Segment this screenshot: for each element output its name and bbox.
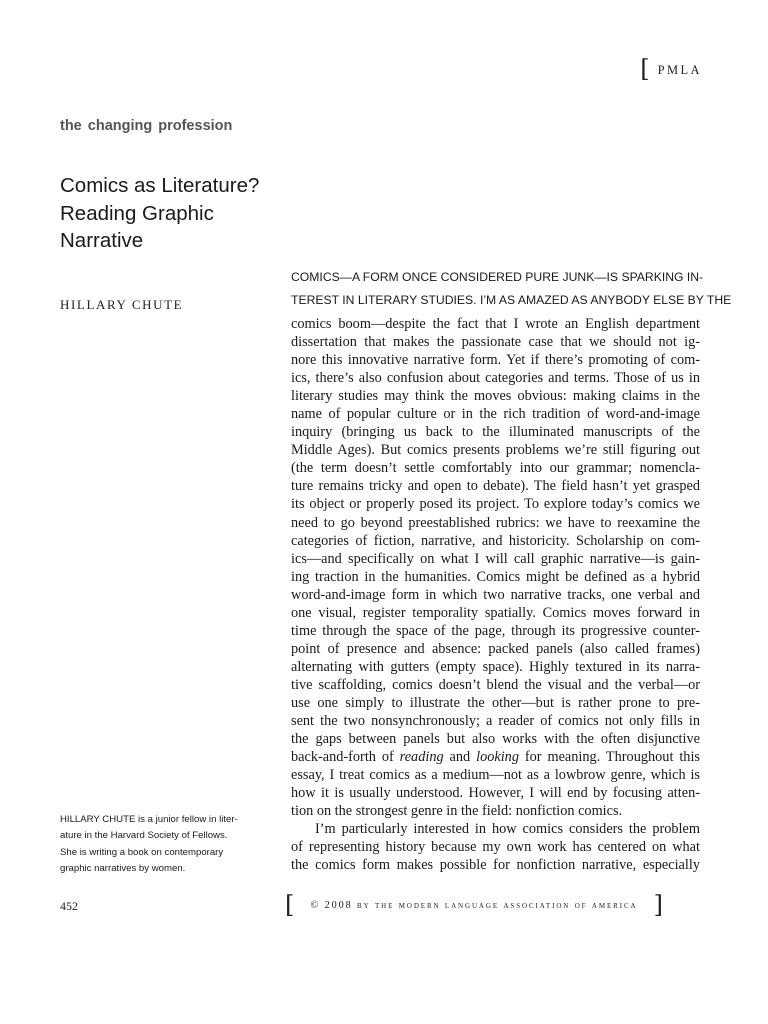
body-line: name of popular culture or in the rich tradition of word-and-image — [291, 406, 700, 423]
body-line: dissertation that makes the passionate case that we should not ig- — [291, 334, 700, 351]
author-bio-line: She is writing a book on contemporary — [60, 846, 224, 858]
body-line: word-and-image form in which two narrative tracks, one verbal and — [291, 586, 700, 603]
body-line: inquiry (bringing us back to the illuminated manuscripts of the — [291, 424, 700, 441]
body-line: categories of fiction, narrative, and historicity. Scholarship on com- — [291, 532, 700, 549]
copyright-text: © 2008 by the modern language association of america — [310, 899, 638, 911]
author-name: HILLARY CHUTE — [60, 297, 184, 312]
body-line: tive scaffolding, comics doesn’t blend the visual and the verbal—or — [291, 676, 700, 693]
body-line: ture remains tricky and open to debate). The field hasn’t yet grasped — [291, 478, 700, 495]
body-line: alternating with gutters (empty space). Highly textured in its narra- — [291, 658, 700, 675]
author-bio-line: graphic narratives by women. — [60, 863, 186, 875]
author-bio — [60, 812, 255, 878]
body-line: one visual, register temporality spatially. Comics moves forward in — [291, 604, 700, 621]
emphasis: reading — [399, 749, 444, 766]
author-bio-line: HILLARY CHUTE is a junior fellow in liter- — [60, 814, 238, 825]
left-bracket-glyph: [ — [285, 891, 295, 919]
left-bracket-glyph: [ — [640, 55, 650, 83]
body-line: tion on the strongest genre in the field: nonfiction comics. — [291, 803, 623, 820]
body-line: nore this innovative narrative form. Yet if there’s promoting of com- — [291, 352, 700, 369]
body-line: ics—and specifically on what I will call graphic narrative—is gain- — [291, 550, 700, 567]
journal-name: PMLA — [657, 62, 702, 77]
journal-header — [640, 55, 702, 83]
body-line: essay, I treat comics as a medium—not as a lowbrow genre, which is — [291, 767, 700, 784]
article-title-line: Narrative — [60, 229, 144, 252]
lead-in — [291, 266, 732, 312]
body-line: literary studies may think the moves obvious: making claims in the — [291, 388, 700, 405]
body-line: the comics form makes possible for nonfiction narrative, especially — [291, 857, 700, 874]
body-line: its object or properly posed its project. To explore today’s comics we — [291, 496, 700, 513]
body-line: back-and-forth of reading and looking for meaning. Throughout this — [291, 749, 700, 766]
body-line: ics, there’s also confusion about categories and terms. Those of us in — [291, 370, 700, 387]
body-line: the gaps between panels but also works with the often disjunctive — [291, 731, 700, 748]
body-text — [291, 315, 700, 874]
emphasis: looking — [476, 749, 519, 766]
article-title-line: Reading Graphic — [60, 201, 214, 225]
body-line: comics boom—despite the fact that I wrote an English department — [291, 316, 700, 332]
body-line: of representing history because my own work has centered on what — [291, 839, 700, 856]
author-bio-line: ature in the Harvard Society of Fellows. — [60, 830, 228, 842]
lead-in-line: COMICS—A FORM ONCE CONSIDERED PURE JUNK—IS SPARKING IN- — [291, 270, 704, 284]
page-number: 452 — [60, 899, 78, 913]
body-line: I’m particularly interested in how comics considers the problem — [315, 821, 700, 838]
copyright-footer — [285, 893, 663, 917]
body-line: ing traction in the humanities. Comics might be defined as a hybrid — [291, 568, 700, 585]
section-label: the changing profession — [60, 118, 233, 134]
body-line: Middle Ages). But comics presents problems we’re still figuring out — [291, 442, 700, 459]
body-line: (the term doesn’t settle comfortably into our grammar; nomencla- — [291, 460, 700, 477]
article-title-line: Comics as Literature? — [60, 174, 260, 197]
article-title — [60, 172, 280, 255]
lead-in-line: TEREST IN LITERARY STUDIES. I’M AS AMAZED AS ANYBODY ELSE BY THE — [291, 293, 732, 307]
body-line: how it is usually understood. However, I will end by focusing atten- — [291, 785, 700, 802]
body-line: use one simply to illustrate the other—but is rather prone to pre- — [291, 694, 700, 711]
body-line: need to go beyond preestablished rubrics: we have to reexamine the — [291, 514, 700, 531]
body-line: time through the space of the page, through its progressive counter- — [291, 622, 700, 639]
body-line: point of presence and absence: packed panels (also called frames) — [291, 640, 700, 657]
body-line: sent the two nonsynchronously; a reader of comics not only fills in — [291, 713, 700, 730]
right-bracket-glyph: ] — [653, 891, 663, 919]
